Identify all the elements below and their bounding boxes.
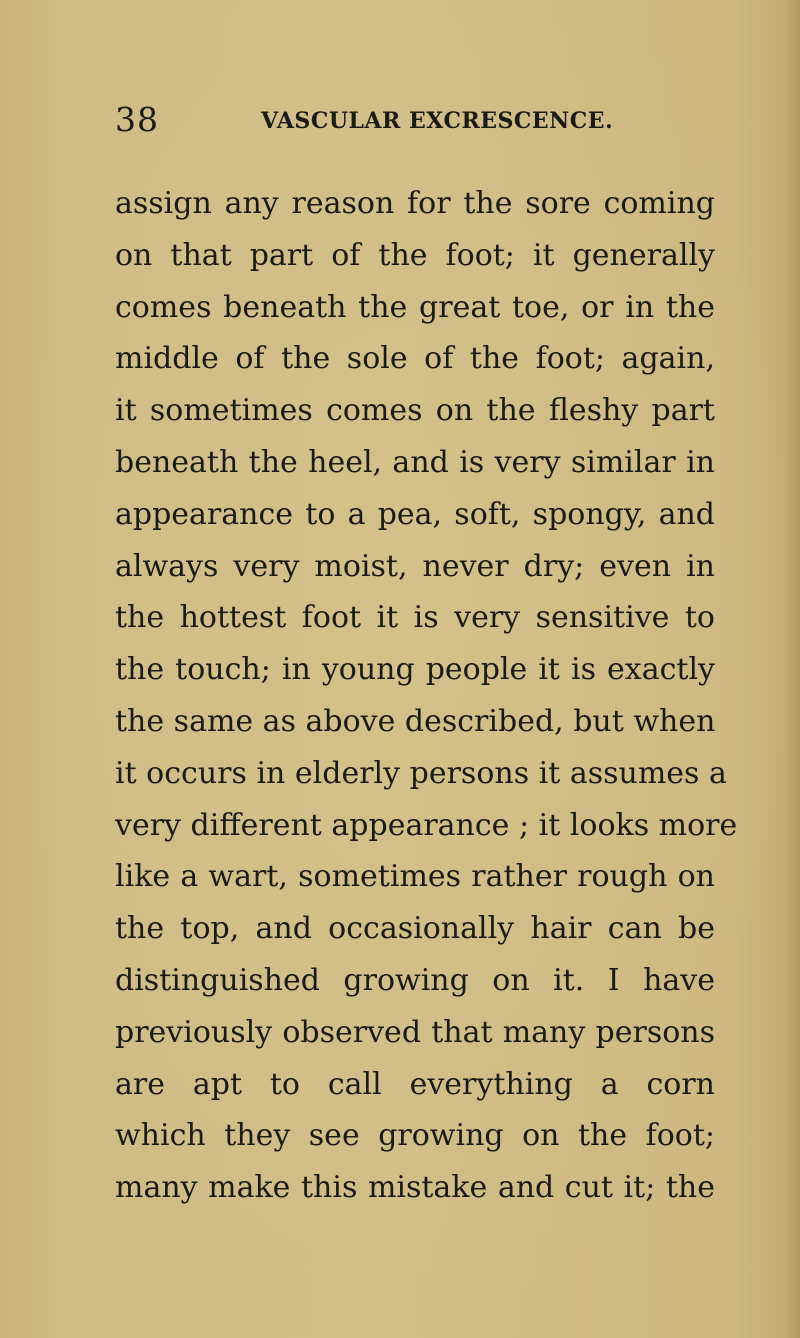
page-edge-shadow [786, 0, 800, 1338]
text-line: middle of the sole of the foot; again, [115, 341, 715, 377]
text-line: very different appearance ; it looks more [115, 807, 738, 843]
text-line: always very moist, never dry; even in [115, 548, 715, 584]
text-line: on that part of the foot; it generally [115, 237, 715, 273]
text-line: the hottest foot it is very sensitive to [115, 600, 715, 636]
text-line: beneath the heel, and is very similar in [115, 444, 715, 480]
text-line: which they see growing on the foot; [115, 1118, 715, 1154]
text-line: previously observed that many persons [115, 1014, 715, 1050]
text-line: the touch; in young people it is exactly [115, 652, 715, 688]
running-head: VASCULAR EXCRESCENCE. [261, 108, 614, 134]
text-line: assign any reason for the sore coming [115, 186, 715, 221]
body-text [115, 178, 738, 1214]
text-line: it occurs in elderly persons it assumes a [115, 755, 727, 791]
page-number: 38 [115, 100, 159, 139]
text-line: comes beneath the great toe, or in the [115, 289, 715, 325]
text-line: many make this mistake and cut it; the [115, 1170, 715, 1206]
text-line: the top, and occasionally hair can be [115, 911, 715, 947]
text-line: the same as above described, but when [115, 703, 716, 739]
page-header [115, 96, 715, 144]
text-line: it sometimes comes on the fleshy part [115, 393, 715, 429]
text-line: distinguished growing on it. I have [115, 962, 715, 998]
text-line: are apt to call everything a corn [115, 1066, 715, 1102]
text-line: like a wart, sometimes rather rough on [115, 859, 715, 895]
text-line: appearance to a pea, soft, spongy, and [115, 496, 715, 532]
